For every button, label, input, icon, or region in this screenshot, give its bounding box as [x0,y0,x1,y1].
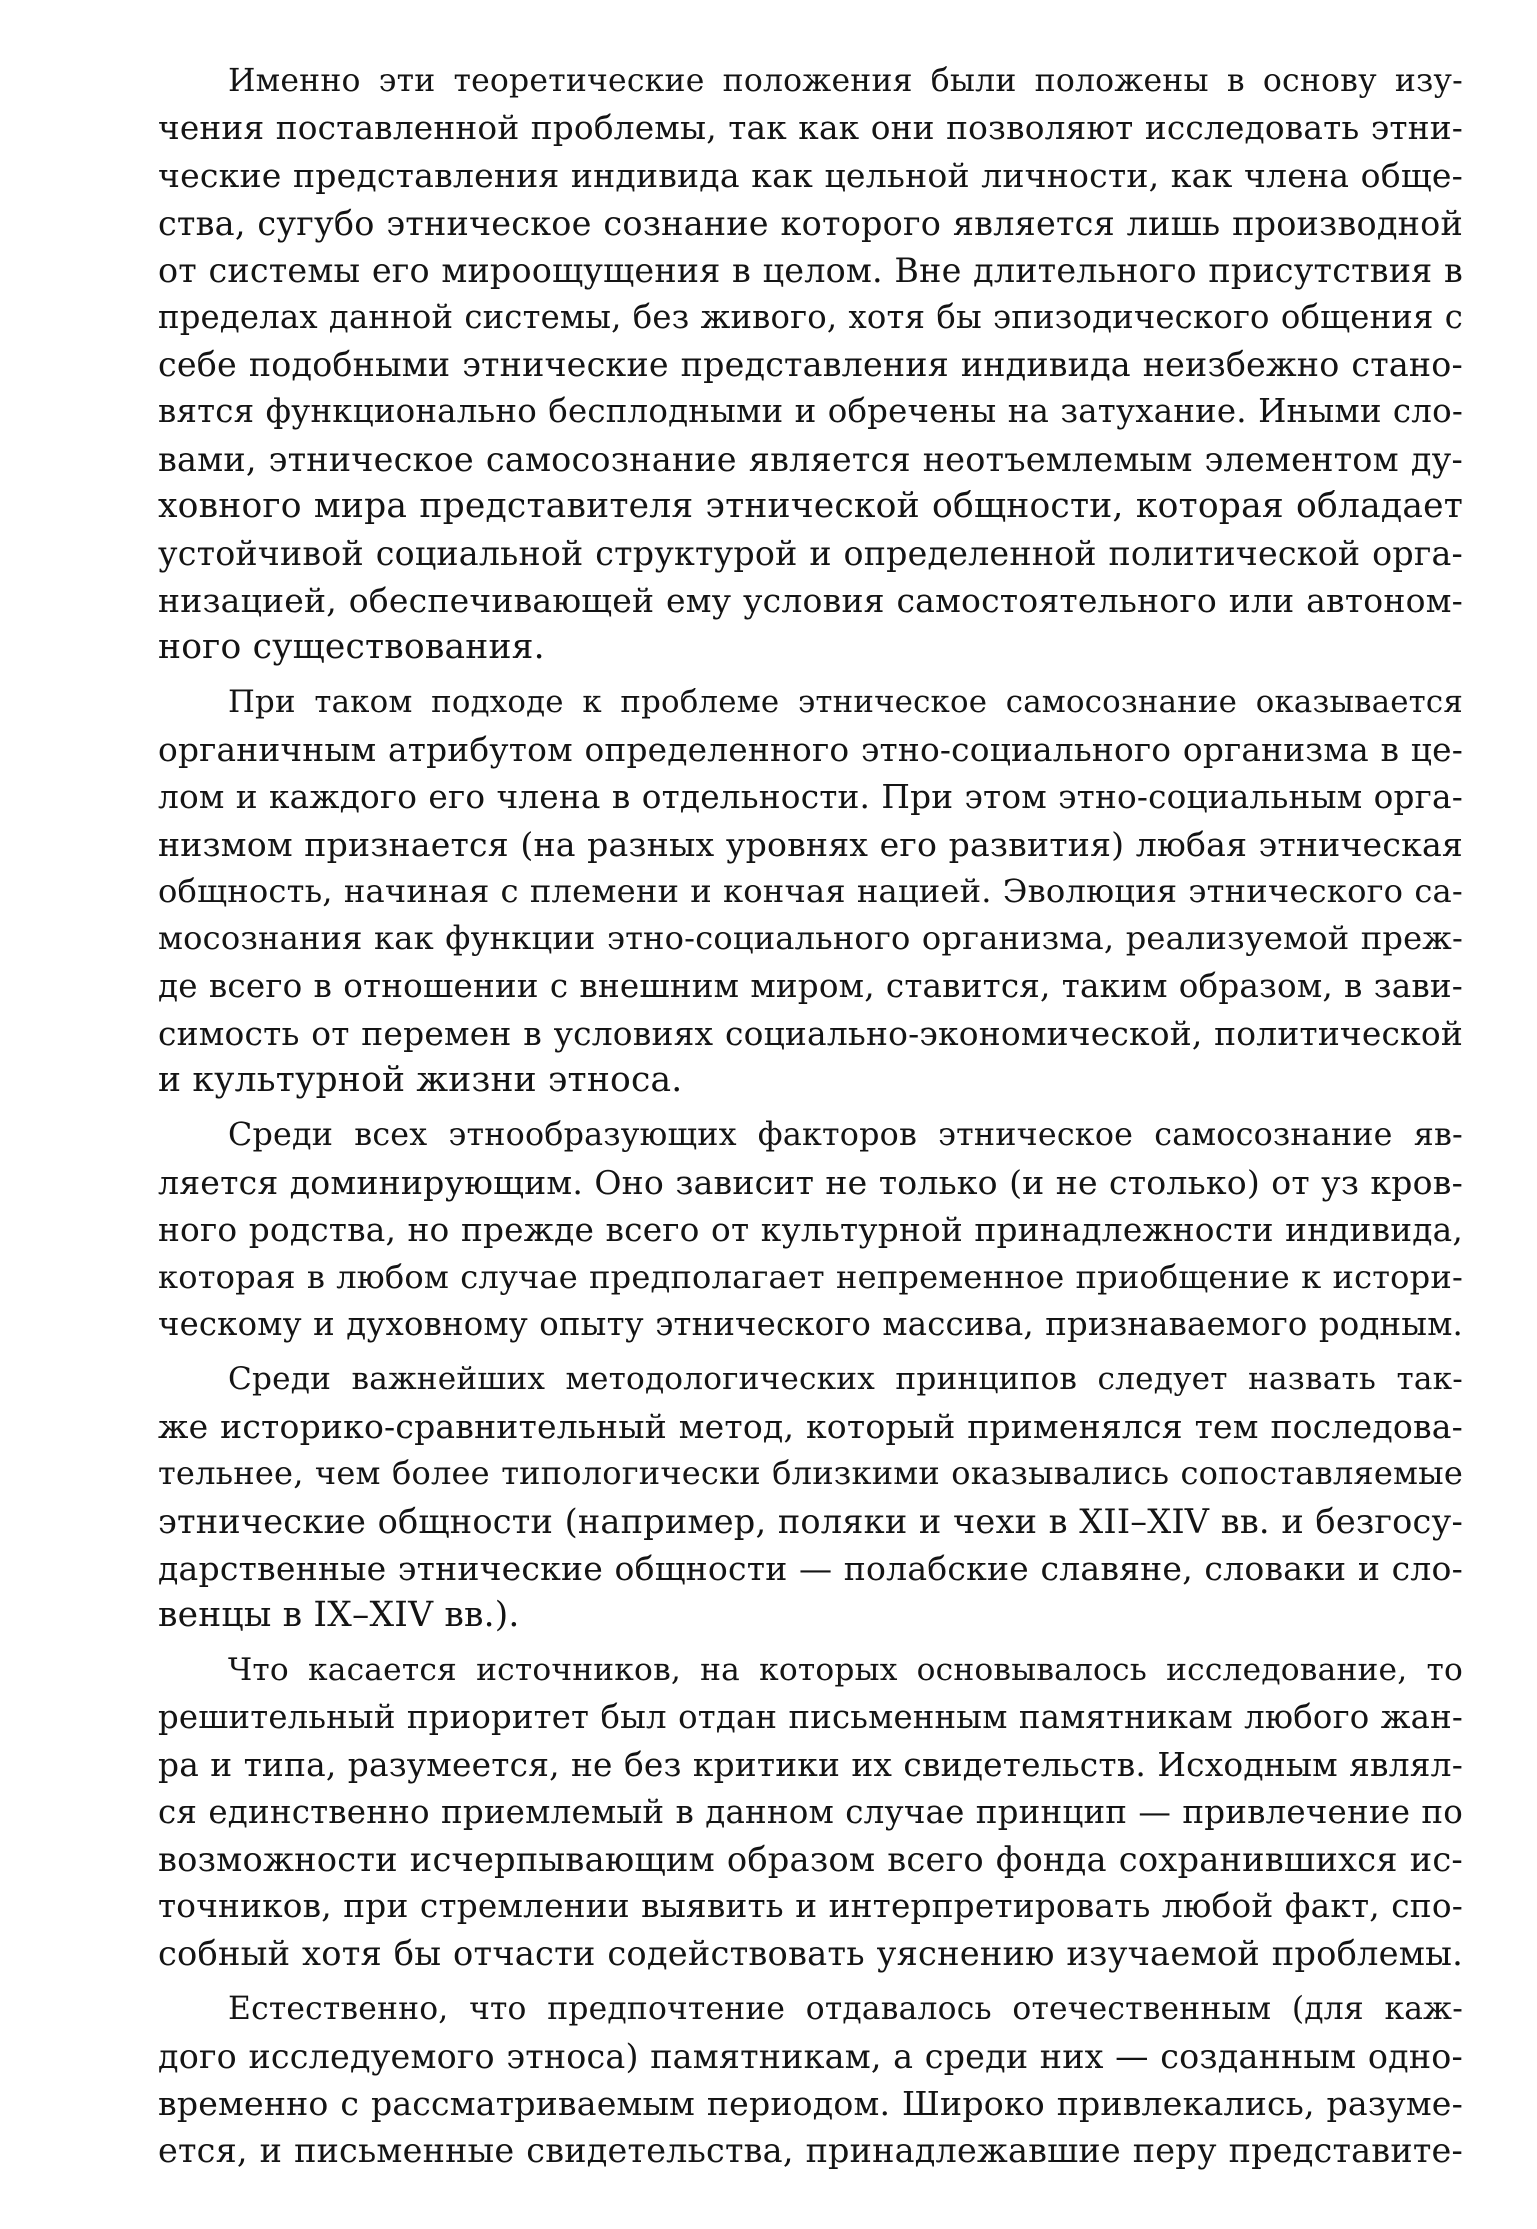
text-line: собный хотя бы отчасти содействовать уяснению изучаемой проблемы. [158,1934,1463,1974]
text-line: низацией, обеспечивающей ему условия самостоятельного или автоном- [158,581,1463,621]
text-line: ческие представления индивида как цельной личности, как члена обще- [158,156,1463,196]
text-line: ется, и письменные свидетельства, принадлежавшие перу представите- [158,2131,1463,2171]
text-line: устойчивой социальной структурой и определенной политической орга- [158,533,1463,573]
text-line: решительный приоритет был отдан письменным памятникам любого жан- [158,1698,1463,1737]
text-line: этнические общности (например, поляки и чехи в XII–XIV вв. и безгосу- [158,1501,1463,1541]
text-line: ляется доминирующим. Оно зависит не только (и не столько) от уз кров- [158,1163,1463,1203]
text-line: венцы в IX–XIV вв.). [158,1595,520,1635]
text-line: Что касается источников, на которых основывалось исследование, то [228,1652,1463,1689]
text-line: симость от перемен в условиях социально-экономической, политической [158,1013,1463,1053]
text-line: лом и каждого его члена в отдельности. При этом этно-социальным орга- [158,777,1463,816]
text-line: низмом признается (на разных уровнях его развития) любая этническая [158,825,1463,864]
paragraph-3 [158,1112,1463,1348]
text-line: Среди важнейших методологических принципов следует назвать так- [228,1361,1463,1398]
text-line: общность, начиная с племени и кончая нацией. Эволюция этнического са- [158,872,1463,911]
text-line: Естественно, что предпочтение отдавалось отечественным (для каж- [228,1990,1463,2027]
text-line: мосознания как функции этно-социального организма, реализуемой преж- [158,919,1463,958]
text-line: ного родства, но прежде всего от культурной принадлежности индивида, [158,1210,1463,1249]
text-line: точников, при стремлении выявить и интерпретировать любой факт, спо- [158,1887,1463,1926]
text-line: ховного мира представителя этнической общности, которая обладает [158,485,1463,526]
text-line: ческому и духовному опыту этнического массива, признаваемого родным. [158,1304,1463,1343]
text-line: чения поставленной проблемы, так как они позволяют исследовать этни- [158,109,1463,148]
text-line: временно с рассматриваемым периодом. Широко привлекались, разуме- [158,2083,1463,2123]
text-line: и культурной жизни этноса. [158,1059,683,1100]
text-line: от системы его мироощущения в целом. Вне длительного присутствия в [158,250,1463,290]
text-line: ра и типа, разумеется, не без критики их свидетельств. Исходным являл- [158,1745,1463,1784]
text-line: себе подобными этнические представления индивида неизбежно стано- [158,345,1463,385]
text-line: органичным атрибутом определенного этно-социального организма в це- [158,730,1463,769]
text-line: При таком подходе к проблеме этническое самосознание оказывается [228,684,1463,721]
text-line: же историко-сравнительный метод, который применялся тем последова- [158,1407,1463,1447]
text-column [158,58,1463,2174]
paragraph-5 [158,1647,1463,1977]
text-line: Именно эти теоретические положения были положены в основу изу- [228,63,1463,99]
text-line: тельнее, чем более типологически близкими оказывались сопоставляемые [158,1454,1463,1493]
text-line: возможности исчерпывающим образом всего фонда сохранившихся ис- [158,1839,1463,1879]
text-line: вятся функционально бесплодными и обречены на затухание. Иными сло- [158,392,1463,431]
paragraph-1 [158,58,1463,671]
text-line: Среди всех этнообразующих факторов этническое самосознание яв- [228,1117,1463,1154]
text-line: де всего в отношении с внешним миром, ставится, таким образом, в зави- [158,966,1463,1005]
paragraph-2 [158,679,1463,1104]
text-line: вами, этническое самосознание является неотъемлемым элементом ду- [158,439,1463,479]
text-line: дарственные этнические общности — полабские славяне, словаки и сло- [158,1548,1463,1588]
text-line: которая в любом случае предполагает непременное приобщение к истори- [158,1257,1463,1296]
text-line: дого исследуемого этноса) памятникам, а среди них — созданным одно- [158,2036,1463,2076]
text-line: ного существования. [158,627,545,668]
text-line: ства, сугубо этническое сознание которого является лишь производной [158,203,1463,243]
paragraph-4 [158,1356,1463,1639]
paragraph-6 [158,1986,1463,2175]
text-line: пределах данной системы, без живого, хотя бы эпизодического общения с [158,297,1463,336]
text-line: ся единственно приемлемый в данном случае принцип — привлечение по [158,1792,1463,1831]
